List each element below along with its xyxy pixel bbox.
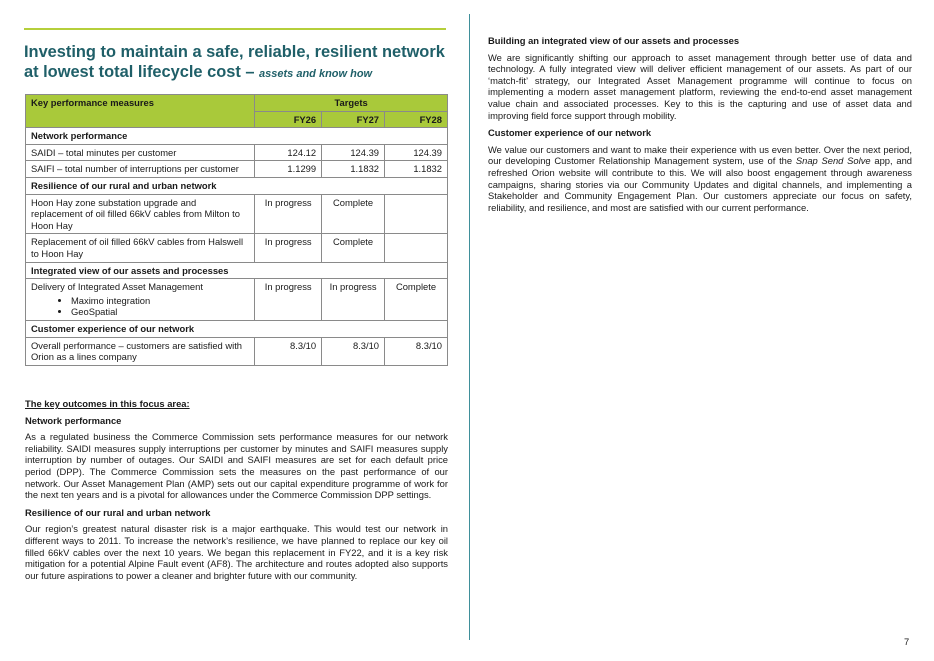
- page-number: 7: [904, 636, 910, 647]
- customer-paragraph: [488, 144, 912, 214]
- top-rule: [24, 28, 446, 30]
- page-title-main: Investing to maintain a safe, reliable, resilient network at lowest total lifecycle cost –: [24, 43, 445, 81]
- network-heading: Network performance: [25, 414, 122, 426]
- left-column-text: [25, 398, 448, 587]
- table-header-row: [26, 95, 448, 112]
- cell-value: Complete: [385, 279, 448, 321]
- outcomes-heading: The key outcomes in this focus area:: [25, 398, 190, 409]
- table-row: [26, 234, 448, 262]
- cell-value: [385, 194, 448, 234]
- row-label: Overall performance – customers are satisfied with Orion as a lines company: [26, 337, 255, 365]
- section-resilience: Resilience of our rural and urban network: [26, 177, 448, 194]
- snap-send-solve-name: Snap Send Solve: [795, 155, 871, 167]
- table-row: [26, 144, 448, 161]
- integrated-paragraph: We are significantly shifting our approach to asset management through better use of data and technology. A fully integrated view will deliver efficient management of our assets. As part of our ‘match-fit’ strategy, our Integrated Asset Management programme will continue to focus on implementing a modern asset management platform, reviewing the end-to-end asset management value chain and associated processes. Key to this is the capturing and use of asset data and improving field force support through mobility.: [488, 51, 912, 121]
- kpi-table: [25, 94, 448, 366]
- cell-value: 8.3/10: [255, 337, 322, 365]
- section-customer: Customer experience of our network: [26, 320, 448, 337]
- section-network: Network performance: [26, 128, 448, 145]
- year-fy26: FY26: [255, 111, 322, 128]
- row-label: Replacement of oil filled 66kV cables from Halswell to Hoon Hay: [26, 234, 255, 262]
- list-item: • Maximo integration: [71, 295, 249, 307]
- cell-value: 124.39: [385, 144, 448, 161]
- section-row: [26, 128, 448, 145]
- table-row: [26, 194, 448, 234]
- table-row: [26, 279, 448, 321]
- section-row: [26, 320, 448, 337]
- list-item: • GeoSpatial: [71, 306, 249, 318]
- cell-value: 1.1299: [255, 161, 322, 178]
- customer-heading: Customer experience of our network: [488, 127, 652, 139]
- network-paragraph: As a regulated business the Commerce Commission sets performance measures for our network reliability. SAIDI measures supply interruptions per customer by minutes and SAIFI measures supply interruption by number of outages. Our SAIDI and SAIFI measures are set for each default price period (DPP). The Commerce Commission sets the measures on the past performance of our network. Our Asset Management Plan (AMP) sets out our capital expenditure programme of work for the next ten years and is a pivotal for allowances under the Commerce Commission DPP settings.: [25, 431, 448, 501]
- page-title: [24, 42, 454, 84]
- cell-value: 8.3/10: [322, 337, 385, 365]
- header-targets: Targets: [255, 95, 448, 112]
- row-label: Hoon Hay zone substation upgrade and replacement of oil filled 66kV cables from Milton to Hoon Hay: [26, 194, 255, 234]
- cell-value: 8.3/10: [385, 337, 448, 365]
- row-label: SAIDI – total minutes per customer: [26, 144, 255, 161]
- table-row: [26, 161, 448, 178]
- cell-value: 124.12: [255, 144, 322, 161]
- cell-value: Complete: [322, 194, 385, 234]
- resilience-paragraph: Our region’s greatest natural disaster risk is a major earthquake. This would test our network in different ways to 2011. To increase the network’s resilience, we have planned to replace our key oil filled 66kV cables over the next 10 years. We began this replacement in FY22, and it is a key risk mitigation for a potential Alpine Fault event (AF8). The architecture and routes adopted also supports our future aspirations to power a cleaner and brighter future with our community.: [25, 523, 448, 581]
- customer-text-2: app, and refreshed Orion website will contribute to this. We will also boost engagement through awareness campaigns, sharing stories via our Community Updates and digital channels, and implementing a Stakeholder and Community Engagement Plan. Our customers appreciate our focus on safety, reliability, and resilience, and most are satisfied with our current performance.: [488, 155, 912, 213]
- section-row: [26, 262, 448, 279]
- resilience-heading: Resilience of our rural and urban network: [25, 506, 211, 518]
- header-measure: Key performance measures: [26, 95, 255, 128]
- cell-value: Complete: [322, 234, 385, 262]
- row-label: Delivery of Integrated Asset Management: [31, 281, 203, 293]
- cell-value: In progress: [255, 279, 322, 321]
- bullet-list: [31, 295, 249, 318]
- table-row: [26, 337, 448, 365]
- cell-value: 1.1832: [322, 161, 385, 178]
- section-row: [26, 177, 448, 194]
- cell-value: In progress: [322, 279, 385, 321]
- cell-value: In progress: [255, 234, 322, 262]
- row-label: SAIFI – total number of interruptions per customer: [26, 161, 255, 178]
- year-fy28: FY28: [385, 111, 448, 128]
- page-title-sub: assets and know how: [259, 68, 373, 80]
- cell-value: 124.39: [322, 144, 385, 161]
- integrated-heading: Building an integrated view of our assets and processes: [488, 35, 740, 46]
- section-integrated: Integrated view of our assets and processes: [26, 262, 448, 279]
- row-label-cell: [26, 279, 255, 321]
- customer-text-1: We value our customers and want to make their experience with us even better. Over the next period, our developing Customer Relationship Management system, use of the: [488, 143, 912, 167]
- cell-value: In progress: [255, 194, 322, 234]
- year-fy27: FY27: [322, 111, 385, 128]
- right-column-text: [488, 35, 912, 219]
- cell-value: 1.1832: [385, 161, 448, 178]
- cell-value: [385, 234, 448, 262]
- column-divider: [469, 14, 470, 640]
